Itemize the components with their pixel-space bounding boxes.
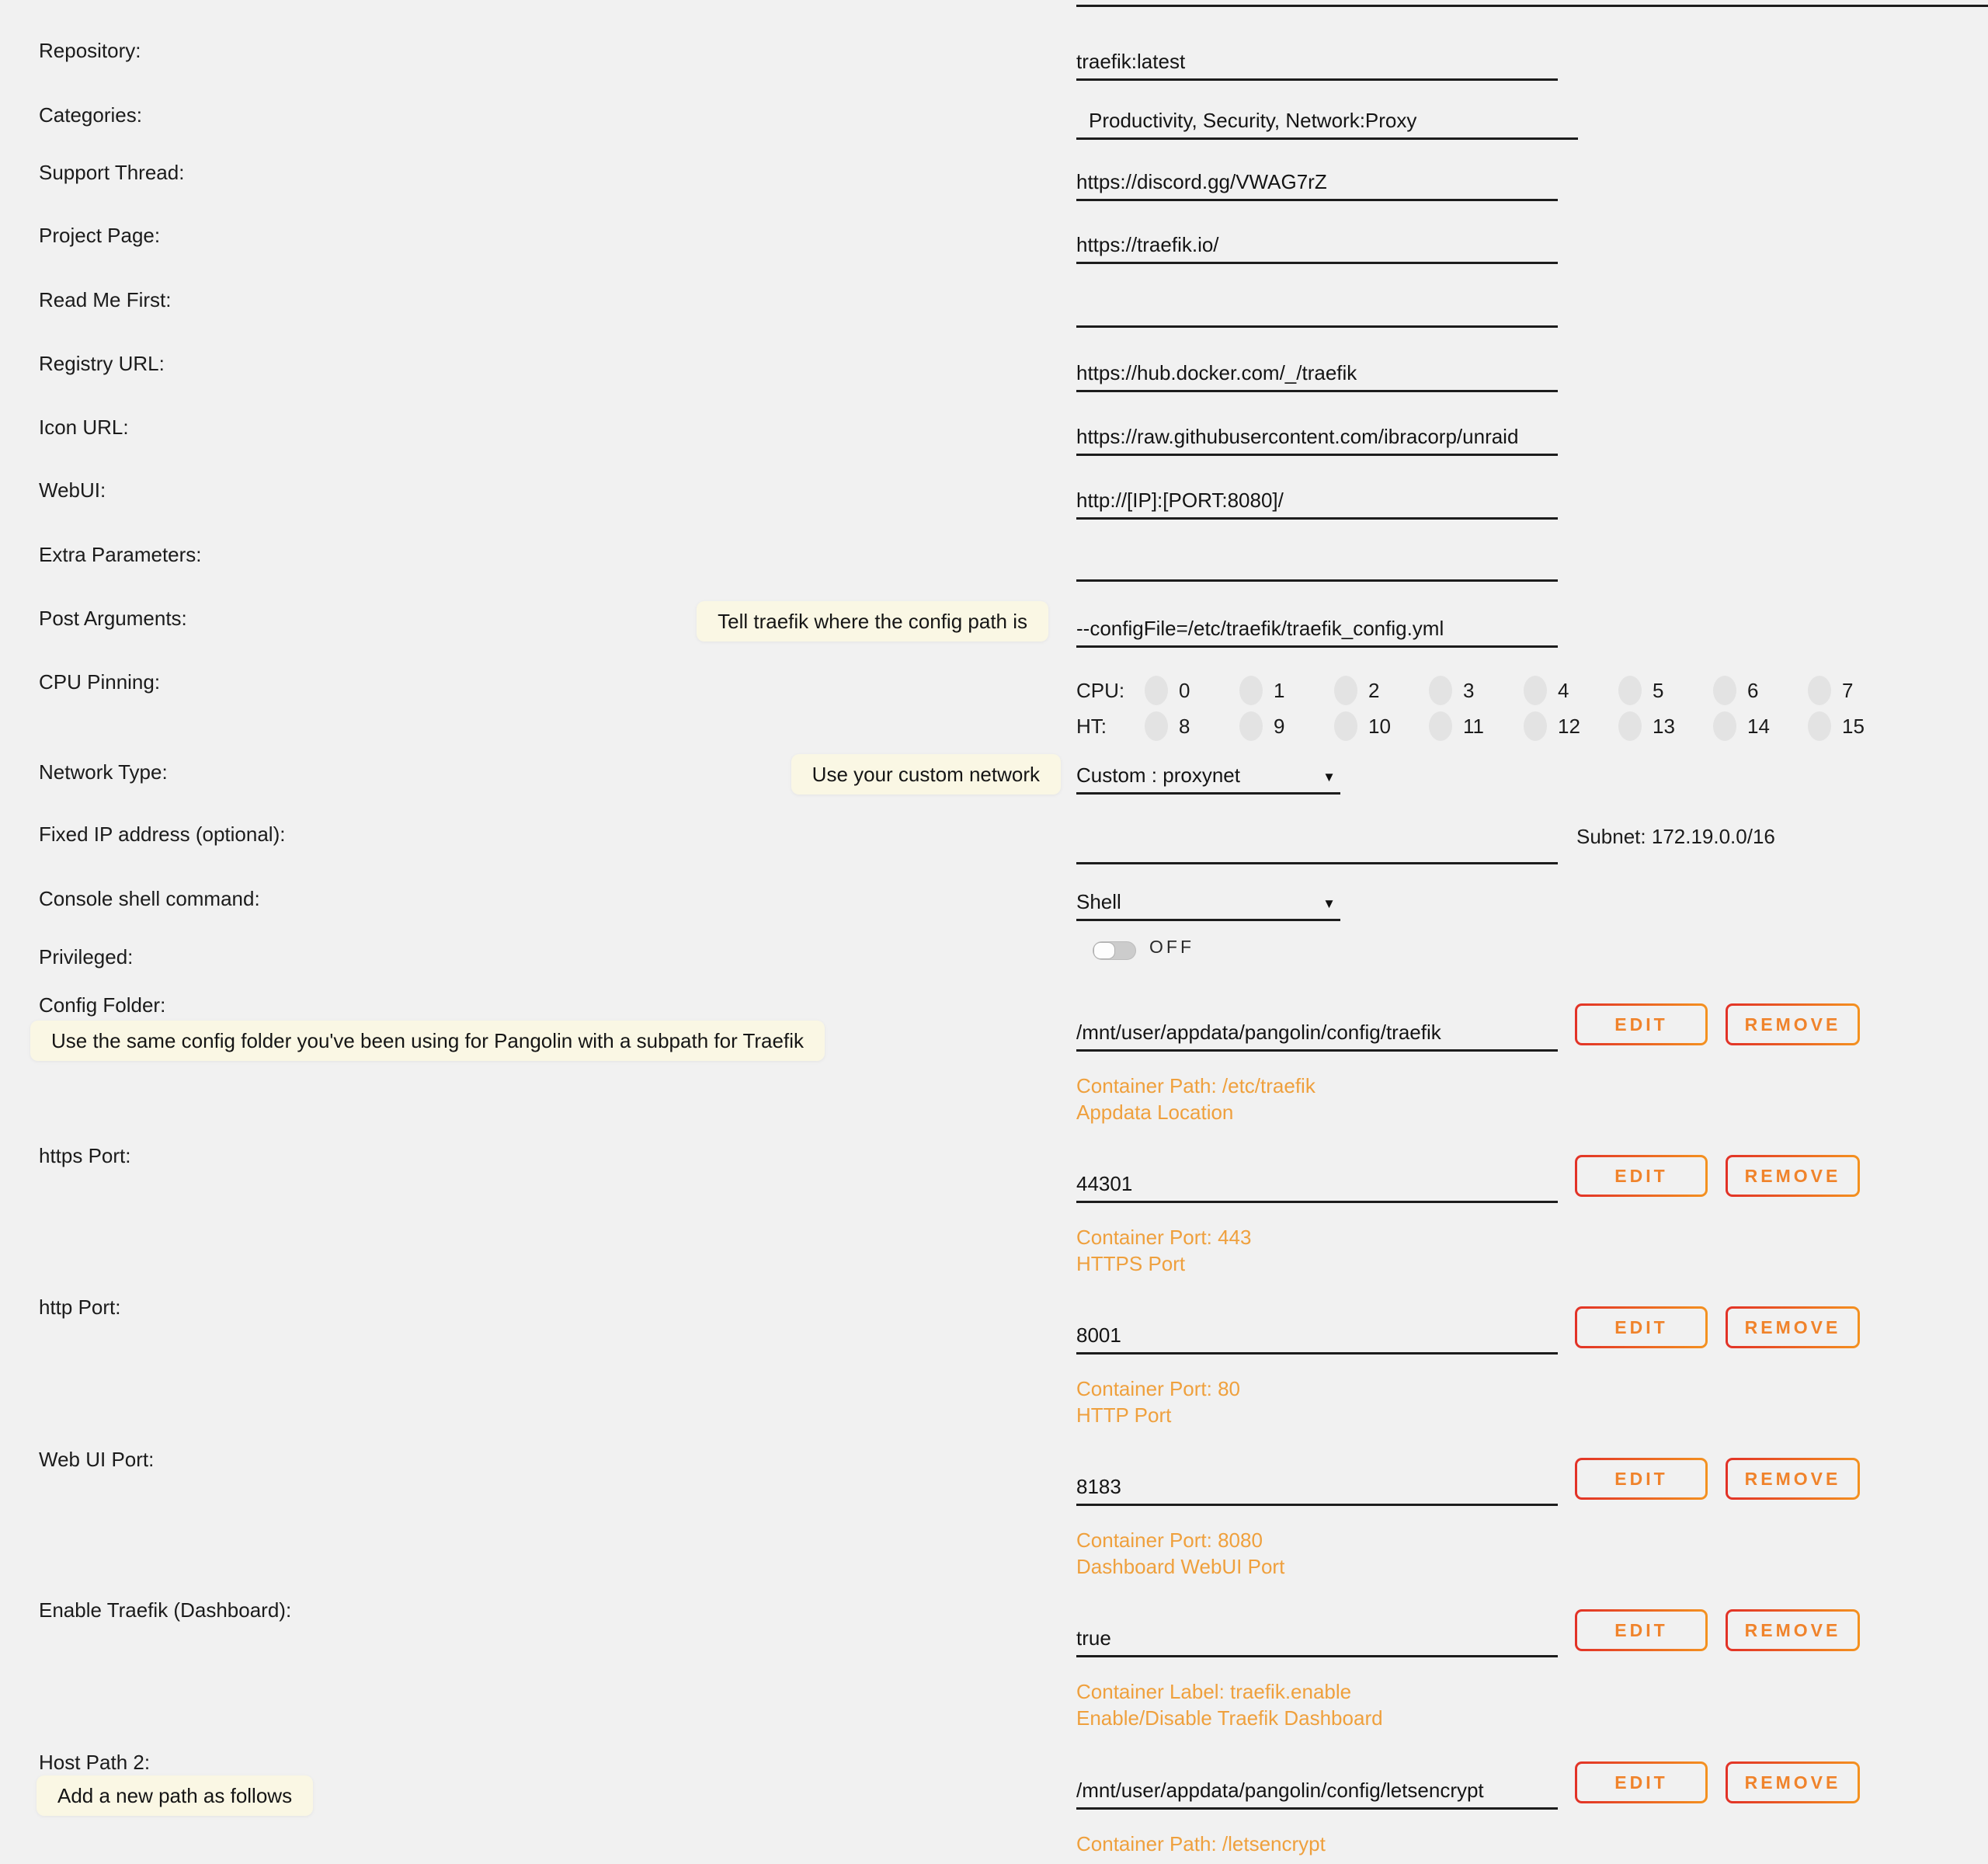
- http-port-container-port: Container Port: 80: [1076, 1377, 1241, 1400]
- cpu-8-checkbox[interactable]: [1145, 711, 1168, 741]
- cpu-1-checkbox[interactable]: [1239, 676, 1263, 705]
- read-me-first-input[interactable]: [1076, 280, 1558, 328]
- enable-traefik-label: Enable Traefik (Dashboard):: [39, 1598, 292, 1622]
- cpu-pinning-cpu-row: [1076, 673, 1903, 708]
- console-shell-value: Shell: [1076, 890, 1121, 913]
- cpu-2-checkbox[interactable]: [1334, 676, 1357, 705]
- icon-url-input[interactable]: https://raw.githubusercontent.com/ibracorp/unraid: [1076, 408, 1558, 456]
- previous-field-underline: [1076, 5, 1988, 7]
- cpu-9-checkbox[interactable]: [1239, 711, 1263, 741]
- https-port-remove-button[interactable]: REMOVE: [1726, 1155, 1860, 1197]
- enable-traefik-container-label: Container Label: traefik.enable: [1076, 1680, 1352, 1703]
- config-folder-description: Appdata Location: [1076, 1101, 1234, 1124]
- http-port-edit-button[interactable]: EDIT: [1575, 1306, 1708, 1348]
- host-path-2-container-path: Container Path: /letsencrypt: [1076, 1832, 1326, 1855]
- cpu-2-label: 2: [1368, 678, 1380, 702]
- cpu-5-checkbox[interactable]: [1618, 676, 1642, 705]
- repository-input[interactable]: traefik:latest: [1076, 33, 1558, 81]
- host-path-2-remove-button[interactable]: REMOVE: [1726, 1761, 1860, 1803]
- network-type-label: Network Type:: [39, 760, 168, 784]
- privileged-label: Privileged:: [39, 945, 134, 969]
- toggle-knob-icon: [1093, 942, 1115, 959]
- post-arguments-input[interactable]: --configFile=/etc/traefik/traefik_config.yml: [1076, 600, 1558, 648]
- fixed-ip-input[interactable]: [1076, 816, 1558, 864]
- post-arguments-label: Post Arguments:: [39, 607, 187, 630]
- webui-input[interactable]: http://[IP]:[PORT:8080]/: [1076, 471, 1558, 520]
- cpu-0-label: 0: [1179, 678, 1190, 702]
- host-path-2-label: Host Path 2:: [39, 1751, 151, 1774]
- network-type-value: Custom : proxynet: [1076, 763, 1240, 787]
- cpu-14-label: 14: [1747, 714, 1770, 738]
- console-shell-label: Console shell command:: [39, 887, 260, 910]
- categories-label: Categories:: [39, 103, 142, 127]
- https-port-label: https Port:: [39, 1144, 131, 1167]
- cpu-6-label: 6: [1747, 678, 1759, 702]
- ht-row-name: HT:: [1076, 714, 1107, 738]
- cpu-12-checkbox[interactable]: [1524, 711, 1547, 741]
- cpu-1-label: 1: [1274, 678, 1285, 702]
- registry-url-label: Registry URL:: [39, 352, 165, 375]
- icon-url-label: Icon URL:: [39, 416, 129, 439]
- web-ui-port-description: Dashboard WebUI Port: [1076, 1555, 1285, 1578]
- extra-parameters-label: Extra Parameters:: [39, 543, 202, 566]
- cpu-5-label: 5: [1653, 678, 1664, 702]
- privileged-toggle[interactable]: [1093, 941, 1136, 960]
- cpu-4-label: 4: [1558, 678, 1569, 702]
- cpu-6-checkbox[interactable]: [1713, 676, 1736, 705]
- cpu-7-label: 7: [1842, 678, 1854, 702]
- project-page-input[interactable]: https://traefik.io/: [1076, 216, 1558, 264]
- cpu-11-checkbox[interactable]: [1429, 711, 1452, 741]
- host-path-2-tooltip: Add a new path as follows: [36, 1775, 313, 1816]
- cpu-10-label: 10: [1368, 714, 1391, 738]
- cpu-13-label: 13: [1653, 714, 1675, 738]
- console-shell-select[interactable]: [1076, 873, 1340, 921]
- web-ui-port-input[interactable]: 8183: [1076, 1458, 1558, 1506]
- cpu-3-label: 3: [1463, 678, 1475, 702]
- http-port-label: http Port:: [39, 1295, 121, 1319]
- https-port-input[interactable]: 44301: [1076, 1155, 1558, 1203]
- dropdown-arrow-icon: ▼: [1322, 770, 1336, 784]
- web-ui-port-container-port: Container Port: 8080: [1076, 1528, 1263, 1552]
- web-ui-port-remove-button[interactable]: REMOVE: [1726, 1458, 1860, 1500]
- config-folder-input[interactable]: /mnt/user/appdata/pangolin/config/traefik: [1076, 1003, 1558, 1052]
- privileged-state: OFF: [1149, 937, 1194, 957]
- cpu-13-checkbox[interactable]: [1618, 711, 1642, 741]
- registry-url-input[interactable]: https://hub.docker.com/_/traefik: [1076, 344, 1558, 392]
- webui-label: WebUI:: [39, 478, 106, 502]
- cpu-10-checkbox[interactable]: [1334, 711, 1357, 741]
- config-folder-label: Config Folder:: [39, 993, 166, 1017]
- subnet-info: Subnet: 172.19.0.0/16: [1576, 825, 1775, 848]
- extra-parameters-input[interactable]: [1076, 534, 1558, 582]
- http-port-description: HTTP Port: [1076, 1403, 1172, 1427]
- cpu-0-checkbox[interactable]: [1145, 676, 1168, 705]
- cpu-8-label: 8: [1179, 714, 1190, 738]
- repository-label: Repository:: [39, 39, 141, 62]
- cpu-3-checkbox[interactable]: [1429, 676, 1452, 705]
- https-port-container-port: Container Port: 443: [1076, 1226, 1252, 1249]
- config-folder-edit-button[interactable]: EDIT: [1575, 1003, 1708, 1045]
- https-port-edit-button[interactable]: EDIT: [1575, 1155, 1708, 1197]
- enable-traefik-description: Enable/Disable Traefik Dashboard: [1076, 1706, 1383, 1730]
- web-ui-port-label: Web UI Port:: [39, 1448, 155, 1471]
- support-thread-input[interactable]: https://discord.gg/VWAG7rZ: [1076, 153, 1558, 201]
- http-port-remove-button[interactable]: REMOVE: [1726, 1306, 1860, 1348]
- cpu-4-checkbox[interactable]: [1524, 676, 1547, 705]
- cpu-12-label: 12: [1558, 714, 1580, 738]
- dropdown-arrow-icon: ▼: [1322, 896, 1336, 911]
- categories-input[interactable]: Productivity, Security, Network:Proxy: [1076, 92, 1578, 140]
- cpu-row-name: CPU:: [1076, 678, 1125, 702]
- web-ui-port-edit-button[interactable]: EDIT: [1575, 1458, 1708, 1500]
- host-path-2-edit-button[interactable]: EDIT: [1575, 1761, 1708, 1803]
- enable-traefik-edit-button[interactable]: EDIT: [1575, 1609, 1708, 1651]
- config-folder-container-path: Container Path: /etc/traefik: [1076, 1074, 1315, 1097]
- network-type-tooltip: Use your custom network: [791, 754, 1061, 795]
- project-page-label: Project Page:: [39, 224, 161, 247]
- config-folder-tooltip: Use the same config folder you've been using for Pangolin with a subpath for Traefik: [30, 1021, 825, 1061]
- cpu-pinning-label: CPU Pinning:: [39, 670, 161, 694]
- fixed-ip-label: Fixed IP address (optional):: [39, 822, 286, 846]
- read-me-first-label: Read Me First:: [39, 288, 172, 311]
- cpu-pinning-ht-row: [1076, 708, 1903, 744]
- cpu-15-label: 15: [1842, 714, 1865, 738]
- cpu-15-checkbox[interactable]: [1808, 711, 1831, 741]
- network-type-select[interactable]: [1076, 746, 1340, 795]
- http-port-input[interactable]: 8001: [1076, 1306, 1558, 1355]
- host-path-2-input[interactable]: /mnt/user/appdata/pangolin/config/letsencrypt: [1076, 1761, 1558, 1810]
- support-thread-label: Support Thread:: [39, 161, 185, 184]
- config-folder-remove-button[interactable]: REMOVE: [1726, 1003, 1860, 1045]
- enable-traefik-remove-button[interactable]: REMOVE: [1726, 1609, 1860, 1651]
- cpu-14-checkbox[interactable]: [1713, 711, 1736, 741]
- enable-traefik-input[interactable]: true: [1076, 1609, 1558, 1657]
- cpu-7-checkbox[interactable]: [1808, 676, 1831, 705]
- cpu-9-label: 9: [1274, 714, 1285, 738]
- post-arguments-tooltip: Tell traefik where the config path is: [697, 601, 1048, 642]
- cpu-11-label: 11: [1463, 714, 1484, 738]
- https-port-description: HTTPS Port: [1076, 1252, 1186, 1275]
